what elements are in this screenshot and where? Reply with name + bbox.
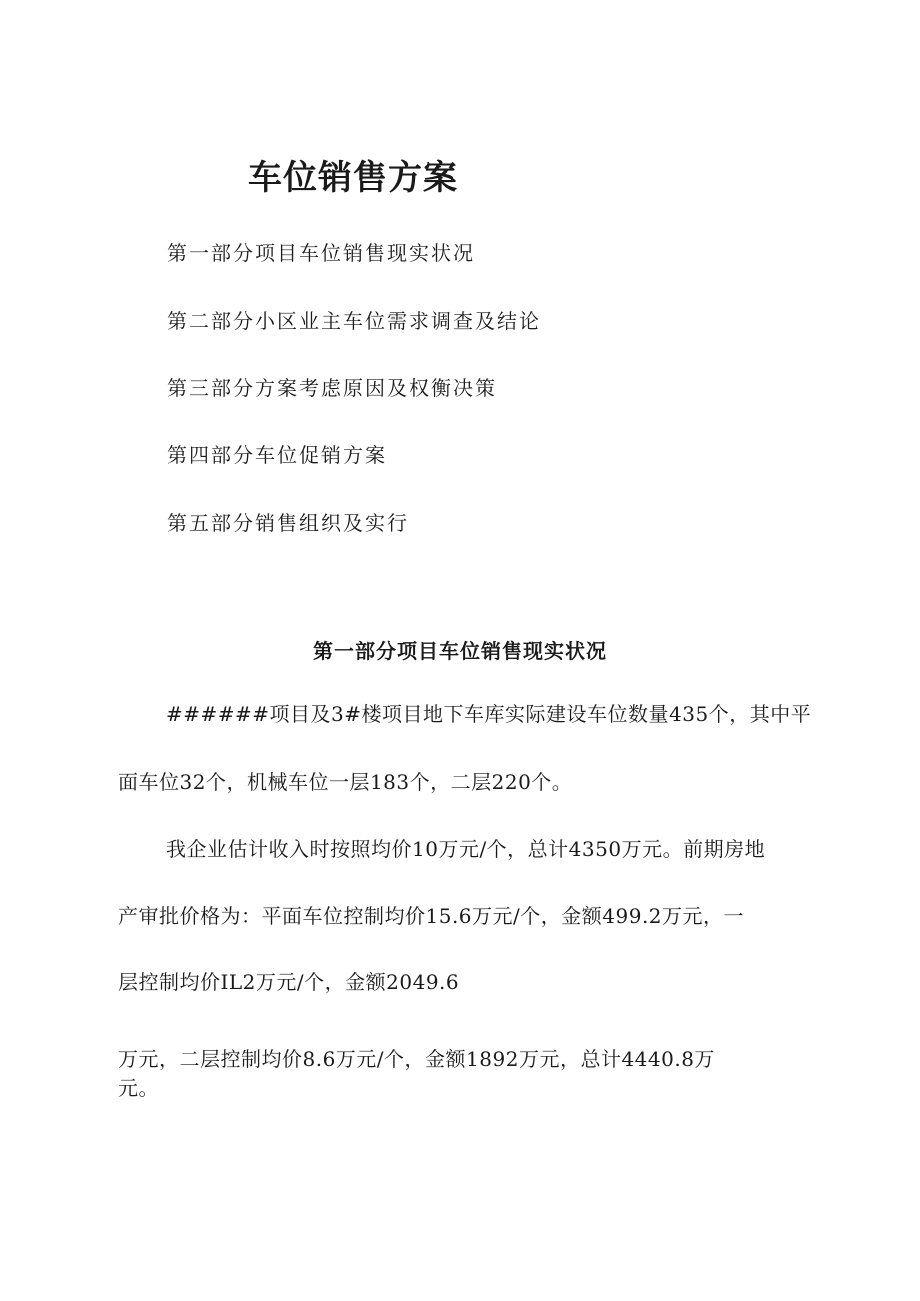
paragraph-line: 面车位32个，机械车位一层183个，二层220个。 (118, 770, 573, 794)
toc-item-part-4: 第四部分车位促销方案 (167, 443, 387, 467)
paragraph-line: 万元，二层控制均价8.6万元/个，金额1892万元，总计4440.8万 (118, 1047, 715, 1071)
paragraph-line: 产审批价格为：平面车位控制均价15.6万元/个，金额499.2万元，一 (118, 904, 745, 928)
toc-item-part-2: 第二部分小区业主车位需求调查及结论 (167, 309, 541, 333)
toc-item-part-1: 第一部分项目车位销售现实状况 (167, 241, 475, 265)
toc-item-part-5: 第五部分销售组织及实行 (167, 511, 409, 535)
toc-item-part-3: 第三部分方案考虑原因及权衡决策 (167, 376, 497, 400)
paragraph-line: 我企业估计收入时按照均价10万元/个，总计4350万元。前期房地 (166, 837, 766, 861)
paragraph-line: 层控制均价IL2万元/个，金额2049.6 (118, 970, 460, 994)
paragraph-line: 元。 (118, 1076, 159, 1100)
section-heading: 第一部分项目车位销售现实状况 (313, 639, 607, 663)
document-title: 车位销售方案 (248, 158, 458, 198)
paragraph-line: ######项目及3#楼项目地下车库实际建设车位数量435个，其中平 (166, 702, 812, 726)
